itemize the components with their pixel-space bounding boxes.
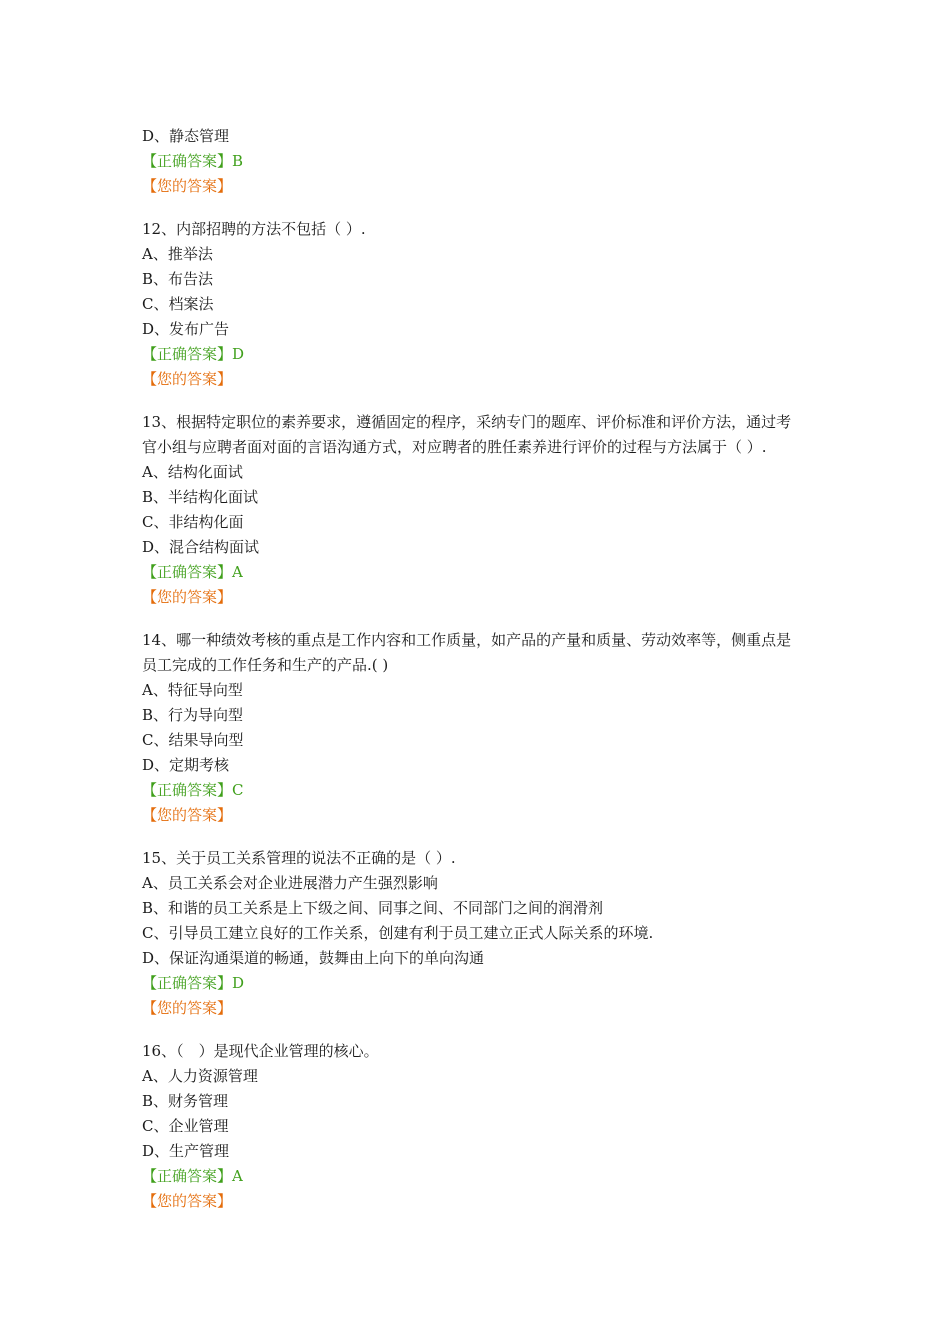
option-a: A、员工关系会对企业进展潜力产生强烈影响 — [142, 874, 438, 892]
question-stem: 12、内部招聘的方法不包括（ ）. — [142, 220, 366, 238]
correct-answer: 【正确答案】A — [142, 563, 243, 581]
option-a: A、人力资源管理 — [142, 1067, 258, 1085]
prev-option-d: D、静态管理 — [142, 127, 230, 145]
question-stem: 15、关于员工关系管理的说法不正确的是（ ）. — [142, 849, 456, 867]
question-stem-line-2: 官小组与应聘者面对面的言语沟通方式，对应聘者的胜任素养进行评价的过程与方法属于（ ）. — [142, 438, 767, 456]
option-a: A、结构化面试 — [142, 463, 243, 481]
option-c: C、结果导向型 — [142, 731, 244, 749]
prev-your-answer: 【您的答案】 — [142, 177, 233, 195]
correct-answer: 【正确答案】A — [142, 1167, 243, 1185]
option-c: C、引导员工建立良好的工作关系，创建有利于员工建立正式人际关系的环境. — [142, 924, 654, 942]
prev-correct-answer: 【正确答案】B — [142, 152, 244, 170]
option-d: D、生产管理 — [142, 1142, 230, 1160]
question-stem-line-2: 员工完成的工作任务和生产的产品.( ) — [142, 656, 389, 674]
option-a: A、特征导向型 — [142, 681, 243, 699]
option-c: C、非结构化面 — [142, 513, 244, 531]
option-d: D、定期考核 — [142, 756, 230, 774]
correct-answer: 【正确答案】D — [142, 974, 245, 992]
your-answer: 【您的答案】 — [142, 1192, 233, 1210]
correct-answer: 【正确答案】C — [142, 781, 244, 799]
option-c: C、档案法 — [142, 295, 214, 313]
question-14 — [142, 628, 842, 828]
option-d: D、保证沟通渠道的畅通，鼓舞由上向下的单向沟通 — [142, 949, 485, 967]
document-page — [142, 124, 842, 1214]
question-12 — [142, 217, 842, 392]
option-a: A、推举法 — [142, 245, 213, 263]
option-d: D、发布广告 — [142, 320, 230, 338]
your-answer: 【您的答案】 — [142, 806, 233, 824]
your-answer: 【您的答案】 — [142, 370, 233, 388]
option-b: B、布告法 — [142, 270, 214, 288]
option-b: B、行为导向型 — [142, 706, 244, 724]
question-15 — [142, 846, 842, 1021]
your-answer: 【您的答案】 — [142, 999, 233, 1017]
your-answer: 【您的答案】 — [142, 588, 233, 606]
option-b: B、半结构化面试 — [142, 488, 259, 506]
question-stem-line-1: 14、哪一种绩效考核的重点是工作内容和工作质量，如产品的产量和质量、劳动效率等，侧重点是 — [142, 631, 792, 649]
option-c: C、企业管理 — [142, 1117, 229, 1135]
correct-answer: 【正确答案】D — [142, 345, 245, 363]
question-13 — [142, 410, 842, 610]
question-stem-line-1: 13、根据特定职位的素养要求，遵循固定的程序，采纳专门的题库、评价标准和评价方法，通过考 — [142, 413, 792, 431]
option-d: D、混合结构面试 — [142, 538, 260, 556]
question-16 — [142, 1039, 842, 1214]
question-stem: 16、（ ）是现代企业管理的核心。 — [142, 1042, 379, 1060]
option-b: B、财务管理 — [142, 1092, 229, 1110]
option-b: B、和谐的员工关系是上下级之间、同事之间、不同部门之间的润滑剂 — [142, 899, 604, 917]
